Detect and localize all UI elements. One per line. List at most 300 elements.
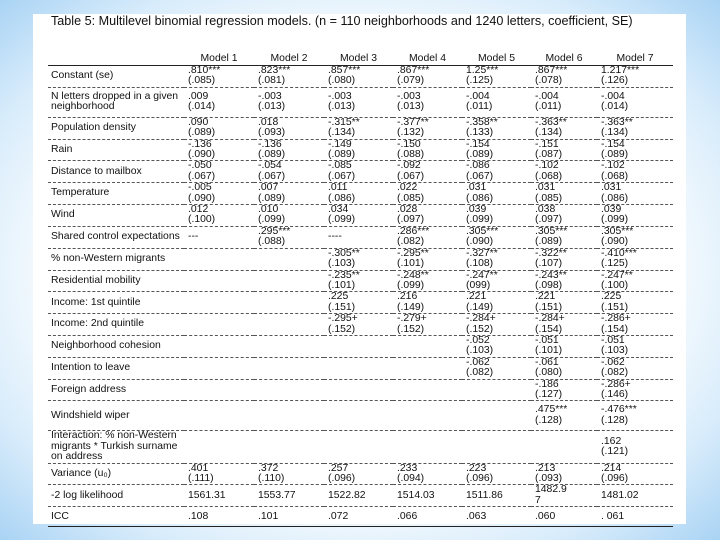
standard-error: (.134) — [328, 127, 356, 139]
standard-error: (.111) — [188, 473, 214, 484]
standard-error: (.067) — [328, 170, 356, 182]
coefficient: .857*** — [328, 65, 361, 76]
table-cell — [597, 117, 673, 139]
coefficient: .233 — [397, 463, 418, 474]
row-label: N letters dropped in a given neighborhood — [48, 87, 184, 117]
table-body — [48, 66, 673, 527]
coefficient: -.102 — [601, 160, 625, 172]
table-cell — [597, 335, 673, 357]
coefficient: .090 — [188, 117, 209, 128]
table-row — [48, 292, 673, 314]
table-cell — [254, 335, 324, 357]
coefficient: .372 — [258, 463, 279, 474]
coefficient: .810*** — [188, 65, 221, 76]
table-cell — [597, 401, 673, 431]
coefficient: 1514.03 — [397, 489, 435, 501]
table-cell — [597, 139, 673, 161]
standard-error: (.103) — [466, 345, 494, 357]
table-cell — [324, 87, 393, 117]
table-cell — [531, 357, 597, 379]
table-cell — [393, 183, 462, 205]
table-cell — [254, 270, 324, 292]
column-header: Model 5 — [462, 42, 531, 66]
table-cell — [324, 117, 393, 139]
standard-error: (.152) — [397, 323, 425, 335]
table-cell — [597, 463, 673, 485]
table-cell — [393, 379, 462, 401]
coefficient: 1481.02 — [601, 489, 639, 501]
standard-error: (.110) — [258, 473, 285, 484]
coefficient: -.062 — [601, 357, 625, 368]
standard-error: (.103) — [601, 345, 629, 357]
table-row — [48, 87, 673, 117]
row-label: Residential mobility — [48, 270, 184, 292]
table-cell — [597, 248, 673, 270]
table-cell — [462, 401, 531, 431]
coefficient: .401 — [188, 463, 209, 474]
standard-error: (.152) — [328, 323, 356, 335]
table-row — [48, 401, 673, 431]
table-cell — [531, 248, 597, 270]
coefficient: -.247** — [601, 270, 633, 281]
coefficient: .214 — [601, 463, 622, 474]
standard-error: (.011) — [466, 101, 493, 113]
table-cell — [393, 335, 462, 357]
standard-error: (.087) — [535, 149, 563, 161]
table-cell — [531, 117, 597, 139]
header-row — [48, 42, 673, 66]
table-cell — [254, 226, 324, 248]
standard-error: (.128) — [535, 414, 563, 426]
table-cell — [184, 463, 254, 485]
table-cell — [531, 87, 597, 117]
table-row — [48, 205, 673, 227]
table-cell — [184, 335, 254, 357]
table-cell — [324, 335, 393, 357]
table-cell — [393, 357, 462, 379]
table-row — [48, 485, 673, 507]
table-cell — [393, 205, 462, 227]
standard-error: (.085) — [188, 75, 216, 87]
coefficient: .286*** — [397, 226, 430, 237]
coefficient: -.377** — [397, 117, 429, 128]
coefficient: -.003 — [328, 90, 352, 102]
table-cell — [184, 183, 254, 205]
table-row — [48, 226, 673, 248]
table-row — [48, 139, 673, 161]
standard-error: (.086) — [601, 192, 629, 204]
row-label: Intention to leave — [48, 357, 184, 379]
standard-error: (.099) — [601, 214, 629, 226]
row-label: Temperature — [48, 183, 184, 205]
table-cell — [324, 314, 393, 336]
table-cell — [393, 401, 462, 431]
coefficient: -.476*** — [601, 404, 637, 416]
table-cell — [324, 379, 393, 401]
standard-error: (.149) — [466, 301, 494, 313]
standard-error: (.089) — [188, 127, 216, 139]
table-cell — [393, 431, 462, 463]
table-cell — [324, 183, 393, 205]
standard-error: (.089) — [466, 149, 494, 161]
coefficient: .216 — [397, 291, 418, 303]
standard-error: (.134) — [535, 127, 563, 139]
coefficient: -.286+ — [601, 379, 631, 390]
table-cell — [462, 463, 531, 485]
table-cell — [184, 270, 254, 292]
standard-error: (.133) — [466, 127, 494, 139]
slide — [33, 14, 686, 524]
coefficient: -.085 — [328, 160, 352, 172]
standard-error: (.128) — [601, 414, 629, 426]
standard-error: (.149) — [397, 301, 425, 313]
standard-error: (.097) — [535, 214, 563, 226]
standard-error: (.100) — [601, 279, 629, 291]
table-cell — [597, 292, 673, 314]
standard-error: (.088) — [397, 149, 425, 161]
table-row — [48, 379, 673, 401]
standard-error: (.093) — [535, 473, 563, 484]
coefficient: -.005 — [188, 182, 212, 194]
coefficient: -.363** — [601, 117, 633, 128]
standard-error: (.154) — [535, 323, 563, 335]
standard-error: (.121) — [601, 445, 629, 457]
table-cell — [462, 117, 531, 139]
table-cell — [184, 66, 254, 88]
coefficient: -.054 — [258, 160, 282, 172]
coefficient: -.305** — [328, 248, 360, 259]
table-cell — [597, 314, 673, 336]
coefficient: -.279+ — [397, 313, 427, 325]
table-row — [48, 161, 673, 183]
coefficient: .031 — [535, 182, 556, 194]
row-label: Wind — [48, 205, 184, 227]
table-cell — [531, 205, 597, 227]
coefficient: . 061 — [601, 510, 625, 522]
row-label: Variance (u₀) — [48, 463, 184, 485]
standard-error: (.089) — [535, 236, 563, 248]
standard-error: (.151) — [535, 301, 563, 313]
standard-error: (.154) — [601, 323, 629, 335]
table-cell — [462, 335, 531, 357]
table-cell — [324, 270, 393, 292]
standard-error: (.014) — [601, 101, 629, 113]
standard-error: (.090) — [188, 192, 216, 204]
coefficient: .475*** — [535, 404, 568, 416]
table-cell — [254, 139, 324, 161]
coefficient: .221 — [466, 291, 487, 303]
table-cell — [184, 226, 254, 248]
standard-error: (.127) — [535, 388, 563, 400]
table-cell — [462, 226, 531, 248]
row-label: Population density — [48, 117, 184, 139]
table-cell — [531, 379, 597, 401]
coefficient: -.295+ — [328, 313, 358, 325]
table-cell — [393, 507, 462, 527]
table-cell — [531, 292, 597, 314]
standard-error: (.014) — [188, 101, 216, 113]
table-row — [48, 66, 673, 88]
table-cell — [531, 66, 597, 88]
coefficient: -.150 — [397, 139, 421, 150]
coefficient: .066 — [397, 510, 418, 522]
coefficient: .072 — [328, 510, 349, 522]
column-header: Model 6 — [531, 42, 597, 66]
row-label: Neighborhood cohesion — [48, 335, 184, 357]
standard-error: (.146) — [601, 388, 629, 400]
standard-error: (.132) — [397, 127, 425, 139]
table-cell — [393, 463, 462, 485]
coefficient: .305*** — [535, 226, 568, 237]
coefficient: .257 — [328, 463, 349, 474]
table-cell — [531, 485, 597, 507]
table-cell — [254, 379, 324, 401]
standard-error: (.101) — [328, 279, 356, 291]
coefficient: -.247** — [466, 270, 498, 281]
row-label: Foreign address — [48, 379, 184, 401]
standard-error: (.099) — [397, 279, 425, 291]
coefficient: .162 — [601, 435, 622, 447]
coefficient: 1561.31 — [188, 489, 226, 501]
table-cell — [184, 485, 254, 507]
table-cell — [254, 248, 324, 270]
coefficient: -.410*** — [601, 248, 637, 259]
standard-error: (.089) — [258, 192, 286, 204]
table-cell — [254, 205, 324, 227]
header-blank — [48, 42, 184, 66]
coefficient: -.136 — [258, 139, 282, 150]
standard-error: (.096) — [601, 473, 629, 484]
standard-error: (.125) — [466, 75, 494, 87]
standard-error: (.099) — [328, 214, 356, 226]
standard-error: (.086) — [466, 192, 494, 204]
coefficient: -.086 — [466, 160, 490, 172]
coefficient: -.322** — [535, 248, 567, 259]
table-cell — [184, 431, 254, 463]
row-label: Income: 2nd quintile — [48, 314, 184, 336]
coefficient: .022 — [397, 182, 418, 194]
table-cell — [324, 161, 393, 183]
table-cell — [597, 87, 673, 117]
coefficient: .038 — [535, 204, 556, 216]
coefficient: -.004 — [466, 90, 490, 102]
coefficient: -.102 — [535, 160, 559, 172]
table-cell — [393, 87, 462, 117]
standard-error: (.107) — [535, 258, 563, 270]
standard-error: (.089) — [328, 149, 356, 161]
table-cell — [324, 248, 393, 270]
standard-error: (.096) — [466, 473, 494, 484]
standard-error: (.090) — [188, 149, 216, 161]
table-row — [48, 248, 673, 270]
coefficient: .295*** — [258, 226, 291, 237]
standard-error: (.090) — [601, 236, 629, 248]
standard-error: (.086) — [328, 192, 356, 204]
table-row — [48, 183, 673, 205]
table-cell — [462, 66, 531, 88]
coefficient: -.295** — [397, 248, 429, 259]
coefficient: -.284+ — [535, 313, 565, 325]
standard-error: (.067) — [397, 170, 425, 182]
table-cell — [462, 183, 531, 205]
table-row — [48, 463, 673, 485]
coefficient: .039 — [601, 204, 622, 216]
coefficient: .031 — [601, 182, 622, 194]
standard-error: (.108) — [466, 258, 494, 270]
coefficient: -.235** — [328, 270, 360, 281]
coefficient: --- — [188, 231, 199, 243]
standard-error: (099) — [466, 279, 491, 291]
coefficient: .225 — [601, 291, 622, 303]
table-cell — [324, 66, 393, 88]
coefficient: -.003 — [397, 90, 421, 102]
table-cell — [462, 270, 531, 292]
standard-error: (.101) — [535, 345, 563, 357]
table-cell — [531, 431, 597, 463]
coefficient: .007 — [258, 182, 279, 194]
table-cell — [254, 357, 324, 379]
table-cell — [597, 379, 673, 401]
table-cell — [462, 485, 531, 507]
coefficient: .305*** — [466, 226, 499, 237]
table-cell — [254, 401, 324, 431]
coefficient: -.358** — [466, 117, 498, 128]
coefficient: .039 — [466, 204, 487, 216]
standard-error: (.097) — [397, 214, 425, 226]
coefficient: -.248** — [397, 270, 429, 281]
standard-error: (.099) — [258, 214, 286, 226]
table-row — [48, 507, 673, 527]
coefficient: -.050 — [188, 160, 212, 172]
table-cell — [393, 314, 462, 336]
table-cell — [393, 117, 462, 139]
standard-error: (.082) — [466, 367, 494, 379]
table-row — [48, 431, 673, 463]
standard-error: (.068) — [601, 170, 629, 182]
table-cell — [462, 87, 531, 117]
table-cell — [597, 507, 673, 527]
standard-error: (.134) — [601, 127, 629, 139]
table-cell — [597, 161, 673, 183]
standard-error: (.080) — [535, 367, 563, 379]
table-cell — [462, 139, 531, 161]
standard-error: (.067) — [258, 170, 286, 182]
table-cell — [531, 183, 597, 205]
standard-error: (.126) — [601, 75, 629, 87]
table-cell — [462, 161, 531, 183]
standard-error: (.013) — [258, 101, 286, 113]
column-header: Model 4 — [393, 42, 462, 66]
table-cell — [184, 292, 254, 314]
coefficient: .063 — [466, 510, 487, 522]
coefficient: -.186 — [535, 379, 559, 390]
standard-error: (.089) — [601, 149, 629, 161]
table-cell — [531, 314, 597, 336]
coefficient: -.004 — [601, 90, 625, 102]
coefficient: -.003 — [258, 90, 282, 102]
coefficient: -.051 — [535, 335, 559, 346]
table-cell — [324, 205, 393, 227]
table-cell — [254, 183, 324, 205]
standard-error: 7 — [535, 494, 541, 506]
coefficient: .028 — [397, 204, 418, 216]
table-cell — [531, 139, 597, 161]
coefficient: 1553.77 — [258, 489, 296, 501]
standard-error: (.085) — [535, 192, 563, 204]
coefficient: .867*** — [397, 65, 430, 76]
table-cell — [597, 183, 673, 205]
table-cell — [597, 357, 673, 379]
table-cell — [254, 87, 324, 117]
table-cell — [184, 357, 254, 379]
coefficient: .823*** — [258, 65, 291, 76]
coefficient: -.284+ — [466, 313, 496, 325]
table-cell — [254, 431, 324, 463]
coefficient: -.327** — [466, 248, 498, 259]
coefficient: 1.217*** — [601, 65, 640, 76]
row-label: Distance to mailbox — [48, 161, 184, 183]
standard-error: (.151) — [601, 301, 629, 313]
table-cell — [324, 431, 393, 463]
table-cell — [254, 292, 324, 314]
table-cell — [324, 139, 393, 161]
coefficient: 1522.82 — [328, 489, 366, 501]
coefficient: 1.25*** — [466, 65, 499, 76]
table-cell — [393, 485, 462, 507]
table-cell — [184, 117, 254, 139]
standard-error: (.152) — [466, 323, 494, 335]
coefficient: .225 — [328, 291, 349, 303]
coefficient: .018 — [258, 117, 279, 128]
table-cell — [184, 205, 254, 227]
table-row — [48, 117, 673, 139]
table-cell — [462, 248, 531, 270]
table-cell — [462, 379, 531, 401]
table-cell — [531, 507, 597, 527]
table-cell — [324, 463, 393, 485]
table-cell — [531, 226, 597, 248]
column-header: Model 7 — [597, 42, 673, 66]
coefficient: .223 — [466, 463, 487, 474]
table-cell — [597, 485, 673, 507]
table-row — [48, 357, 673, 379]
row-label: Rain — [48, 139, 184, 161]
standard-error: (.080) — [328, 75, 356, 87]
table-cell — [254, 314, 324, 336]
coefficient: -.243** — [535, 270, 567, 281]
table-cell — [184, 139, 254, 161]
coefficient: 1511.86 — [466, 489, 503, 501]
table-cell — [324, 226, 393, 248]
table-cell — [462, 357, 531, 379]
coefficient: -.062 — [466, 357, 490, 368]
standard-error: (.068) — [535, 170, 563, 182]
table-cell — [393, 161, 462, 183]
table-row — [48, 335, 673, 357]
table-cell — [597, 431, 673, 463]
coefficient: .867*** — [535, 65, 568, 76]
table-cell — [324, 507, 393, 527]
standard-error: (.125) — [601, 258, 629, 270]
coefficient: -.286+ — [601, 313, 631, 325]
table-cell — [184, 314, 254, 336]
standard-error: (.079) — [397, 75, 425, 87]
table-cell — [462, 205, 531, 227]
coefficient: -.092 — [397, 160, 421, 172]
table-cell — [184, 379, 254, 401]
coefficient: -.149 — [328, 139, 352, 150]
standard-error: (.090) — [466, 236, 494, 248]
